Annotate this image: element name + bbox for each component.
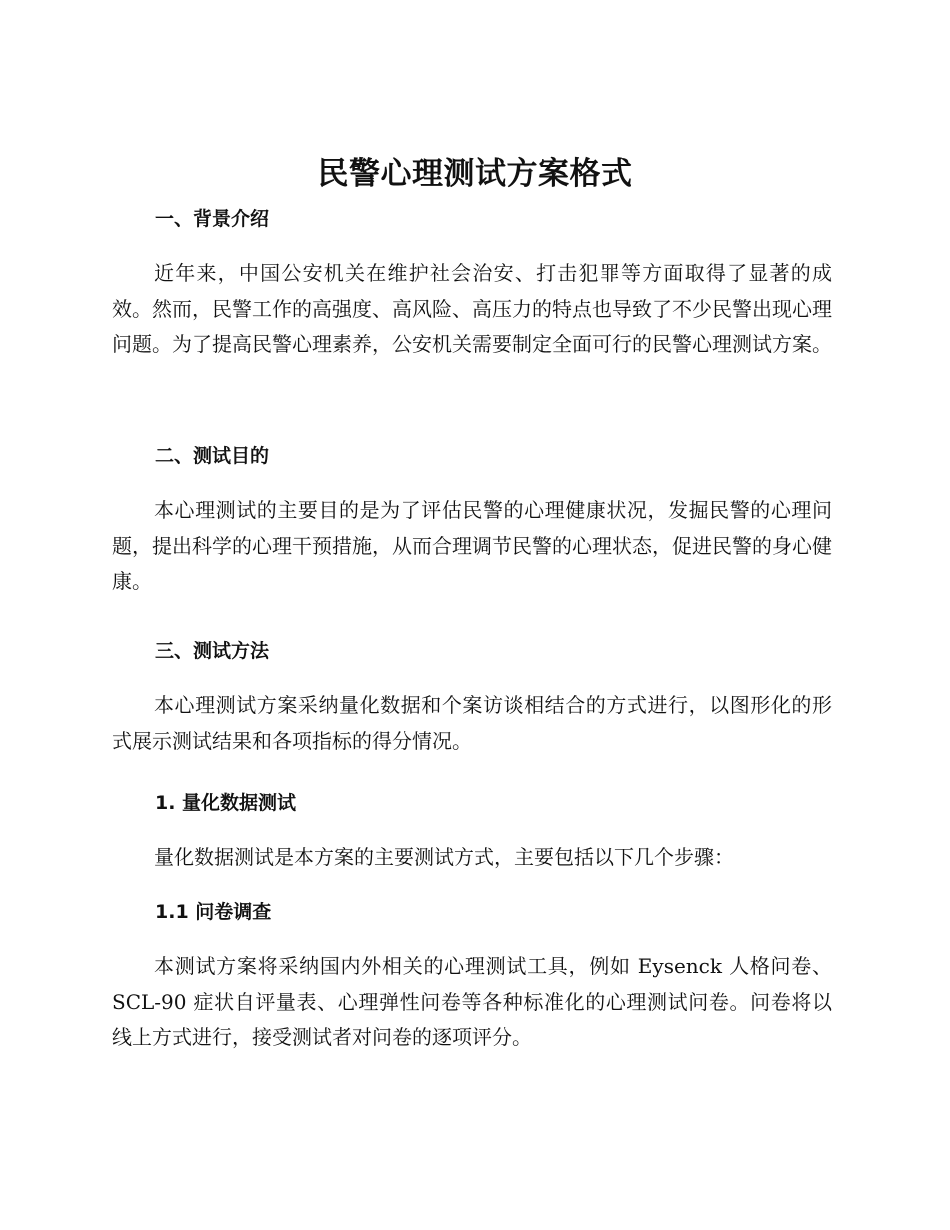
- subsection-paragraph-quantitative: 量化数据测试是本方案的主要测试方式，主要包括以下几个步骤：: [154, 845, 734, 869]
- subsection-heading-questionnaire: 1.1 问卷调查: [155, 901, 272, 923]
- section-paragraph-background: 近年来，中国公安机关在维护社会治安、打击犯罪等方面取得了显著的成效。然而，民警工作的高强度、高风险、高压力的特点也导致了不少民警出现心理问题。为了提高民警心理素养，公安机关需要制定全面可行的民警心理测试方案。: [112, 261, 832, 356]
- section-heading-purpose: 二、测试目的: [155, 445, 270, 467]
- section-paragraph-purpose: 本心理测试的主要目的是为了评估民警的心理健康状况，发掘民警的心理问题，提出科学的心理干预措施，从而合理调节民警的心理状态，促进民警的身心健康。: [112, 498, 832, 593]
- subsection-paragraph-questionnaire: 本测试方案将采纳国内外相关的心理测试工具，例如 Eysenck 人格问卷、SCL-90 症状自评量表、心理弹性问卷等各种标准化的心理测试问卷。问卷将以线上方式进行，接受测试者对问卷的逐项评分。: [112, 954, 832, 1049]
- section-paragraph-method: 本心理测试方案采纳量化数据和个案访谈相结合的方式进行，以图形化的形式展示测试结果和各项指标的得分情况。: [112, 693, 832, 753]
- section-heading-method: 三、测试方法: [155, 640, 270, 662]
- section-heading-background: 一、背景介绍: [155, 208, 270, 230]
- subsection-heading-quantitative: 1. 量化数据测试: [155, 792, 297, 814]
- document-title: 民警心理测试方案格式: [317, 156, 633, 192]
